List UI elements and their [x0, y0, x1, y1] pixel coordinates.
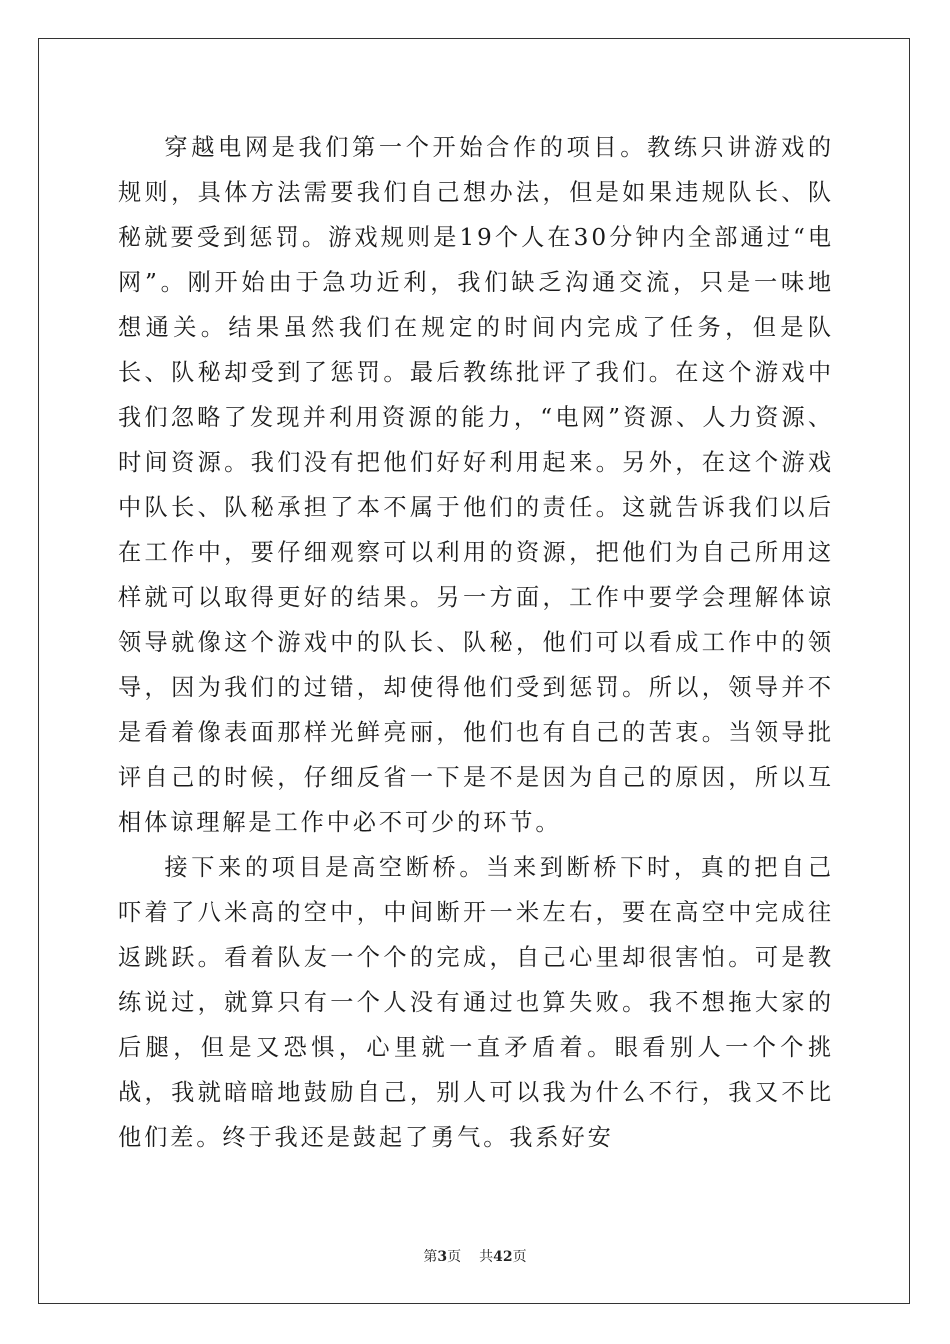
total-suffix: 页 [512, 1249, 527, 1265]
total-prefix: 共 [479, 1249, 494, 1265]
total-pages: 42 [493, 1249, 513, 1265]
page-suffix: 页 [447, 1249, 462, 1265]
paragraph-1: 穿越电网是我们第一个开始合作的项目。教练只讲游戏的规则，具体方法需要我们自己想办法，但是如果违规队长、队秘就要受到惩罚。游戏规则是19个人在30分钟内全部通过“电网”。刚开始由于急功近利，我们缺乏沟通交流，只是一味地想通关。结果虽然我们在规定的时间内完成了任务，但是队长、队秘却受到了惩罚。最后教练批评了我们。在这个游戏中我们忽略了发现并利用资源的能力，“电网”资源、人力资源、时间资源。我们没有把他们好好利用起来。另外，在这个游戏中队长、队秘承担了本不属于他们的责任。这就告诉我们以后在工作中，要仔细观察可以利用的资源，把他们为自己所用这样就可以取得更好的结果。另一方面，工作中要学会理解体谅领导就像这个游戏中的队长、队秘，他们可以看成工作中的领导，因为我们的过错，却使得他们受到惩罚。所以，领导并不是看着像表面那样光鲜亮丽，他们也有自己的苦衷。当领导批评自己的时候，仔细反省一下是不是因为自己的原因，所以互相体谅理解是工作中必不可少的环节。 [118, 134, 834, 836]
page-footer [0, 1246, 950, 1266]
paragraph-2: 接下来的项目是高空断桥。当来到断桥下时，真的把自己吓着了八米高的空中，中间断开一米左右，要在高空中完成往返跳跃。看着队友一个个的完成，自己心里却很害怕。可是教练说过，就算只有一个人没有通过也算失败。我不想拖大家的后腿，但是又恐惧，心里就一直矛盾着。眼看别人一个个挑战，我就暗暗地鼓励自己，别人可以我为什么不行，我又不比他们差。终于我还是鼓起了勇气。我系好安 [118, 854, 834, 1151]
page-number: 3 [437, 1249, 448, 1265]
page-prefix: 第 [423, 1249, 438, 1265]
document-body [118, 125, 834, 1160]
